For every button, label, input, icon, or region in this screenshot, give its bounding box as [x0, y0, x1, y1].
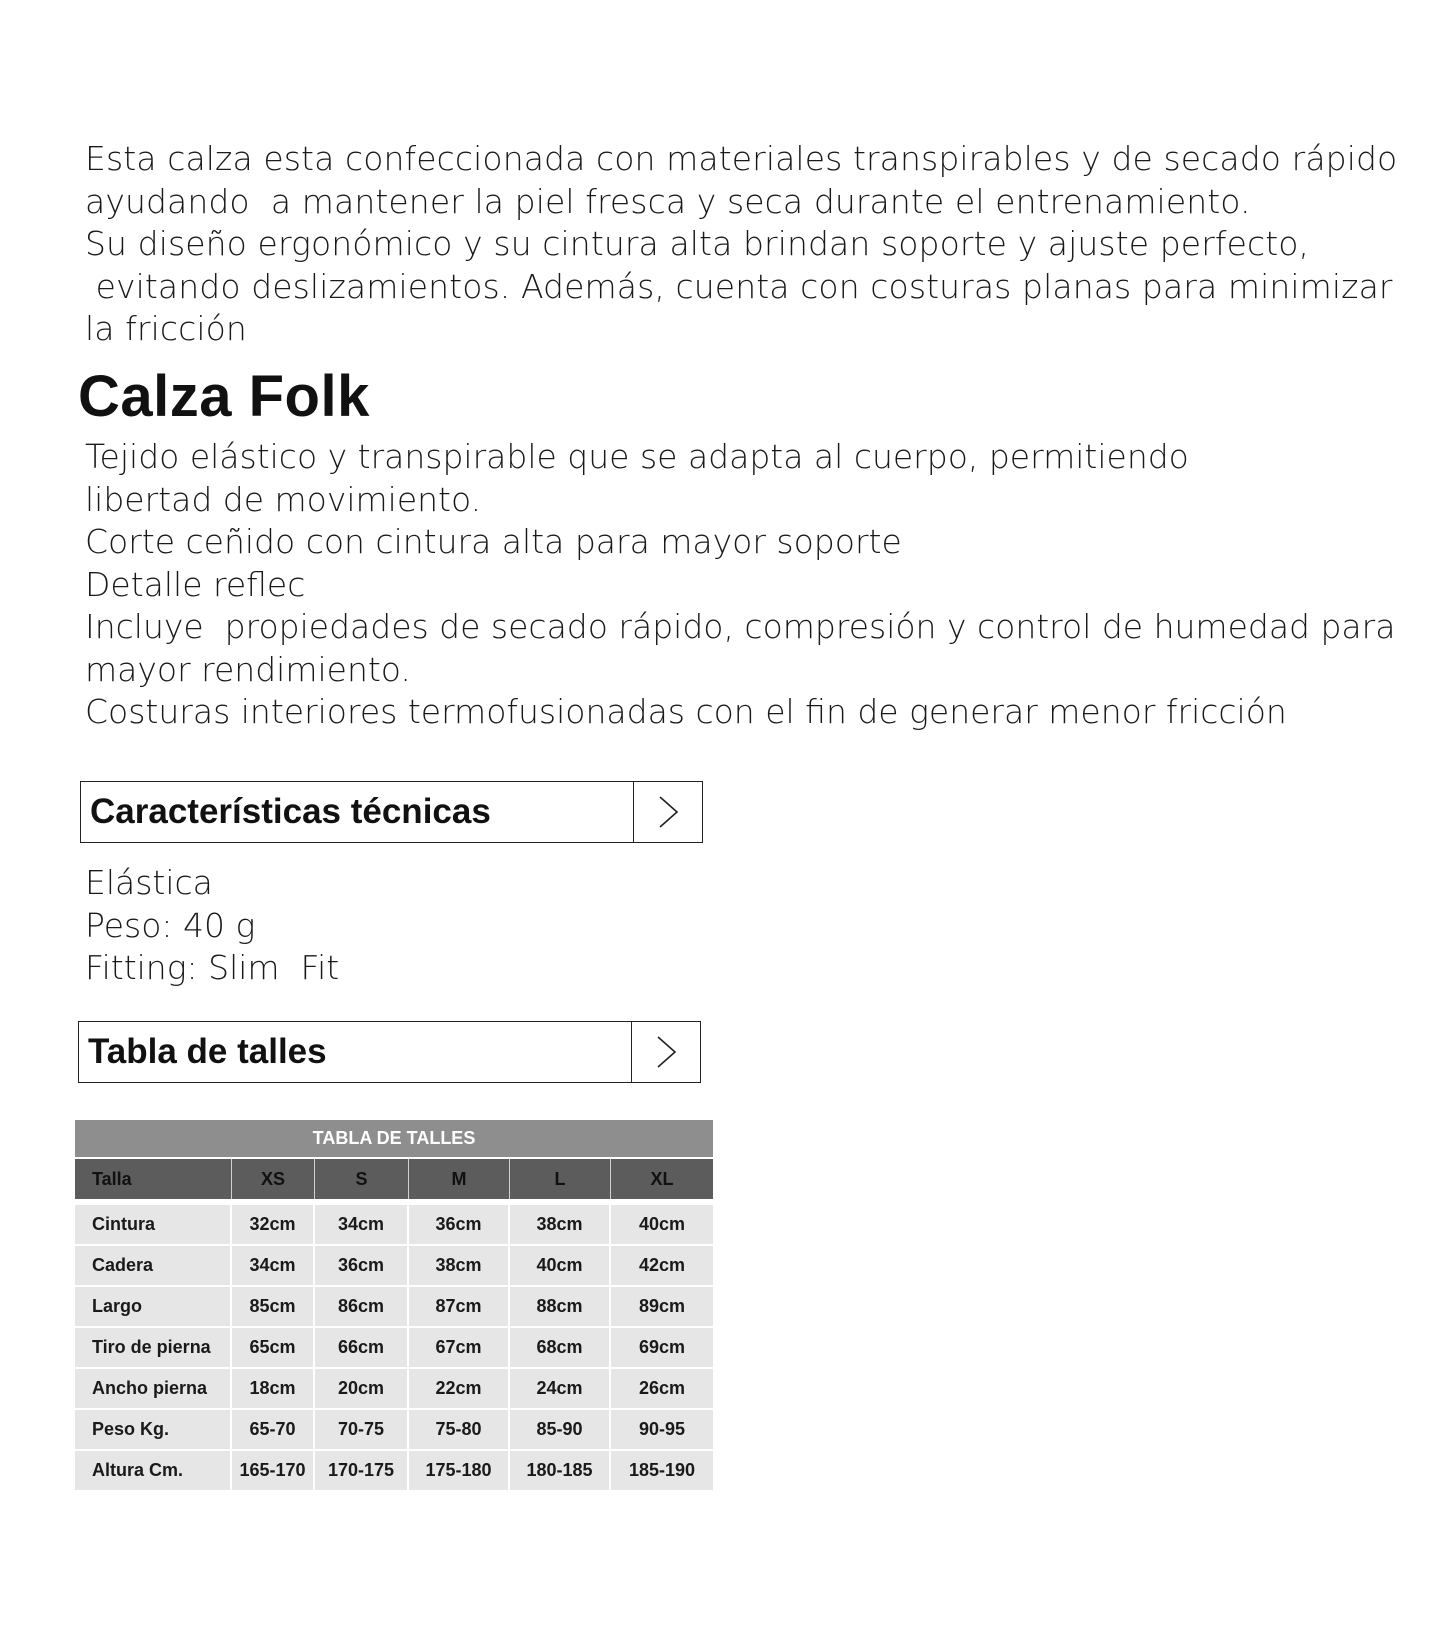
table-cell: 75-80	[409, 1410, 510, 1449]
table-cell: 88cm	[510, 1287, 611, 1326]
table-cell: 85cm	[232, 1287, 315, 1326]
table-cell: 180-185	[510, 1451, 611, 1490]
table-cell: 67cm	[409, 1328, 510, 1367]
table-cell: 65cm	[232, 1328, 315, 1367]
feature-line: mayor rendimiento.	[85, 649, 411, 689]
table-cell: 86cm	[315, 1287, 409, 1326]
description-line: Esta calza esta confeccionada con materiales transpirables y de secado rápido	[85, 139, 1398, 178]
row-label: Tiro de pierna	[75, 1328, 232, 1367]
spec-elasticity: Elástica	[85, 863, 213, 902]
table-cell: 34cm	[232, 1246, 315, 1285]
technical-features-label: Características técnicas	[90, 792, 491, 831]
table-cell: 22cm	[409, 1369, 510, 1408]
row-label: Cadera	[75, 1246, 232, 1285]
size-table-header	[75, 1159, 713, 1199]
table-cell: 20cm	[315, 1369, 409, 1408]
product-features	[85, 436, 1405, 734]
table-row	[75, 1287, 713, 1326]
table-cell: 36cm	[409, 1205, 510, 1244]
table-row	[75, 1451, 713, 1490]
description-line: evitando deslizamientos. Además, cuenta con costuras planas para minimizar	[85, 266, 1393, 306]
spec-weight: Peso: 40 g	[85, 905, 256, 945]
chevron-right-icon[interactable]	[633, 782, 702, 842]
header-cell: S	[315, 1159, 409, 1199]
table-cell: 70-75	[315, 1410, 409, 1449]
table-cell: 89cm	[638, 1296, 686, 1316]
feature-line: Corte ceñido con cintura alta para mayor soporte	[85, 522, 902, 561]
table-cell: 26cm	[638, 1378, 686, 1398]
table-cell: 65-70	[232, 1410, 315, 1449]
table-row	[75, 1328, 713, 1367]
description-line: la fricción	[85, 309, 247, 348]
technical-specs	[85, 862, 339, 990]
header-cell: XL	[650, 1168, 674, 1189]
table-cell: 32cm	[232, 1205, 315, 1244]
table-row	[75, 1246, 713, 1285]
header-cell: XS	[232, 1159, 315, 1199]
table-cell: 18cm	[232, 1369, 315, 1408]
row-label: Cintura	[75, 1205, 232, 1244]
table-row	[75, 1410, 713, 1449]
table-cell: 170-175	[315, 1451, 409, 1490]
table-cell: 34cm	[315, 1205, 409, 1244]
technical-features-accordion[interactable]	[80, 781, 703, 843]
description-line: ayudando a mantener la piel fresca y seca durante el entrenamiento.	[85, 181, 1251, 221]
feature-line: libertad de movimiento.	[85, 479, 482, 519]
chevron-right-icon[interactable]	[631, 1022, 700, 1082]
table-cell: 42cm	[638, 1255, 686, 1275]
row-label: Largo	[75, 1287, 232, 1326]
table-cell: 85-90	[510, 1410, 611, 1449]
description-line: Su diseño ergonómico y su cintura alta brindan soporte y ajuste perfecto,	[85, 224, 1310, 263]
table-cell: 175-180	[409, 1451, 510, 1490]
row-label: Peso Kg.	[75, 1410, 232, 1449]
table-cell: 165-170	[232, 1451, 315, 1490]
size-table	[75, 1120, 713, 1492]
spec-fitting: Fitting: Slim Fit	[85, 948, 340, 987]
feature-line: Detalle reflec	[85, 564, 306, 604]
feature-line: Costuras interiores termofusionadas con el fin de generar menor fricción	[85, 692, 1287, 731]
header-cell: Talla	[75, 1159, 232, 1199]
table-cell: 66cm	[315, 1328, 409, 1367]
feature-line: Incluye propiedades de secado rápido, compresión y control de humedad para	[85, 607, 1396, 646]
table-cell: 40cm	[510, 1246, 611, 1285]
feature-line: Tejido elástico y transpirable que se adapta al cuerpo, permitiendo	[85, 437, 1189, 476]
table-cell: 38cm	[510, 1205, 611, 1244]
size-chart-label: Tabla de talles	[88, 1032, 327, 1071]
product-title: Calza Folk	[78, 364, 370, 429]
table-cell: 40cm	[638, 1214, 686, 1234]
table-cell: 185-190	[628, 1460, 696, 1480]
table-cell: 38cm	[409, 1246, 510, 1285]
header-cell: M	[409, 1159, 510, 1199]
table-row	[75, 1369, 713, 1408]
header-cell: L	[510, 1159, 611, 1199]
table-cell: 24cm	[510, 1369, 611, 1408]
table-cell: 90-95	[638, 1419, 686, 1439]
size-table-title: TABLA DE TALLES	[75, 1120, 713, 1157]
product-description	[85, 138, 1405, 351]
table-cell: 69cm	[638, 1337, 686, 1357]
row-label: Altura Cm.	[75, 1451, 232, 1490]
table-row	[75, 1205, 713, 1244]
row-label: Ancho pierna	[75, 1369, 232, 1408]
table-cell: 68cm	[510, 1328, 611, 1367]
size-chart-accordion[interactable]	[78, 1021, 701, 1083]
table-cell: 36cm	[315, 1246, 409, 1285]
table-cell: 87cm	[409, 1287, 510, 1326]
